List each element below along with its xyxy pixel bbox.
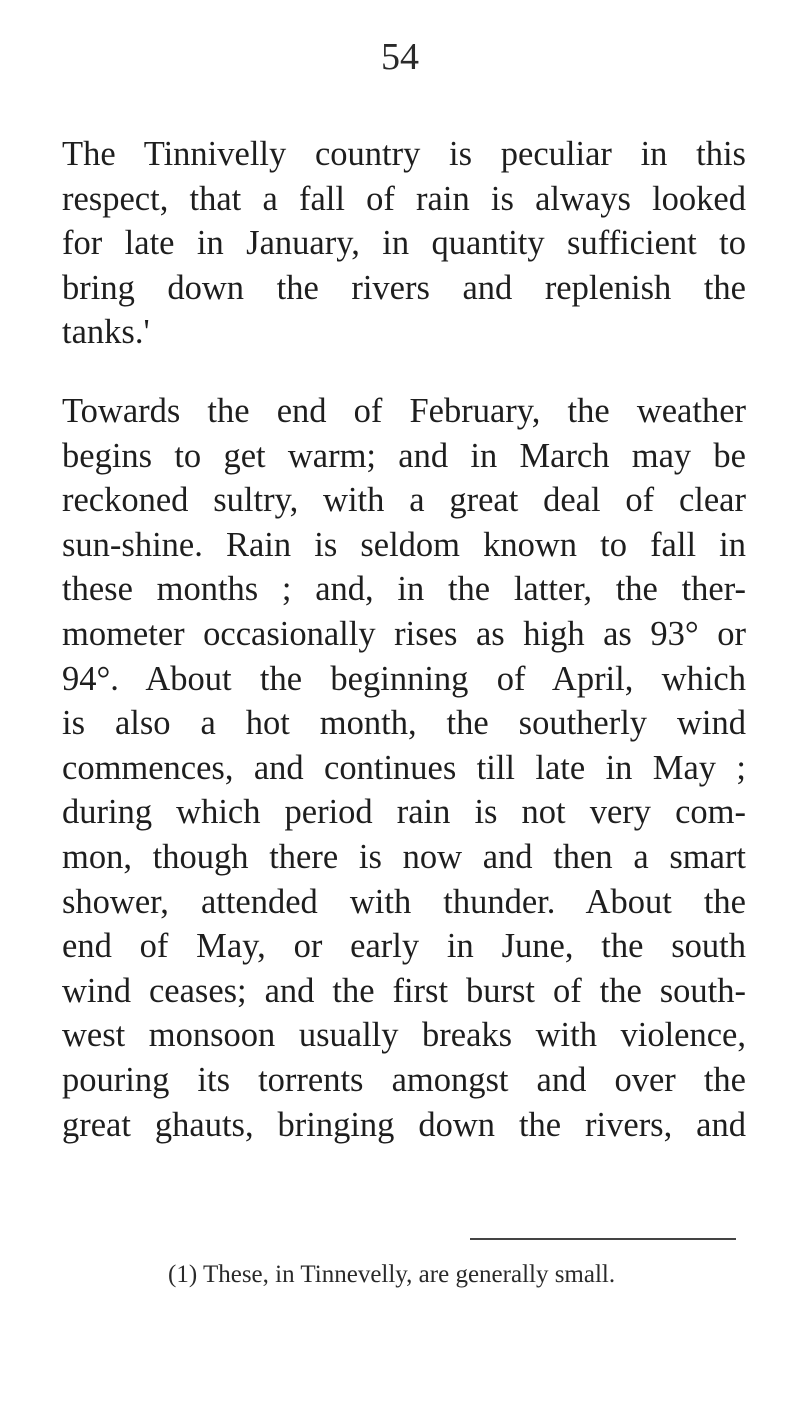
text-line: tanks.' (62, 313, 150, 352)
text-line: end of May, or early in June, the south (62, 927, 746, 966)
text-line: commences, and continues till late in May ; (62, 748, 746, 787)
text-line: Towards the end of February, the weather (62, 392, 746, 430)
text-line: these months ; and, in the latter, the ther- (62, 570, 746, 609)
text-line: shower, attended with thunder. About the (62, 882, 746, 921)
page-number: 54 (381, 36, 419, 78)
text-line: respect, that a fall of rain is always looked (62, 179, 746, 218)
text-line: pouring its torrents amongst and over the (62, 1060, 746, 1099)
text-line: mon, though there is now and then a smart (62, 837, 746, 876)
text-line: begins to get warm; and in March may be (62, 436, 746, 475)
text-line: wind ceases; and the first burst of the south- (62, 971, 746, 1010)
text-line: mometer occasionally rises as high as 93° or (62, 614, 746, 653)
text-line: sun-shine. Rain is seldom known to fall in (62, 525, 746, 564)
paragraph-2 (62, 389, 746, 1147)
text-line: reckoned sultry, with a great deal of clear (62, 481, 746, 520)
footnote: (1) These, in Tinnevelly, are generally small. (168, 1261, 616, 1288)
text-line: great ghauts, bringing down the rivers, and (62, 1105, 746, 1144)
paragraph-1 (62, 132, 746, 355)
text-line: during which period rain is not very com- (62, 793, 746, 832)
text-line: west monsoon usually breaks with violence, (62, 1016, 746, 1055)
text-line: The Tinnivelly country is peculiar in this (62, 135, 746, 173)
text-line: bring down the rivers and replenish the (62, 268, 746, 307)
text-line: for late in January, in quantity sufficient to (62, 224, 746, 263)
footnote-divider (470, 1238, 736, 1240)
text-line: 94°. About the beginning of April, which (62, 659, 746, 698)
text-line: is also a hot month, the southerly wind (62, 704, 746, 743)
